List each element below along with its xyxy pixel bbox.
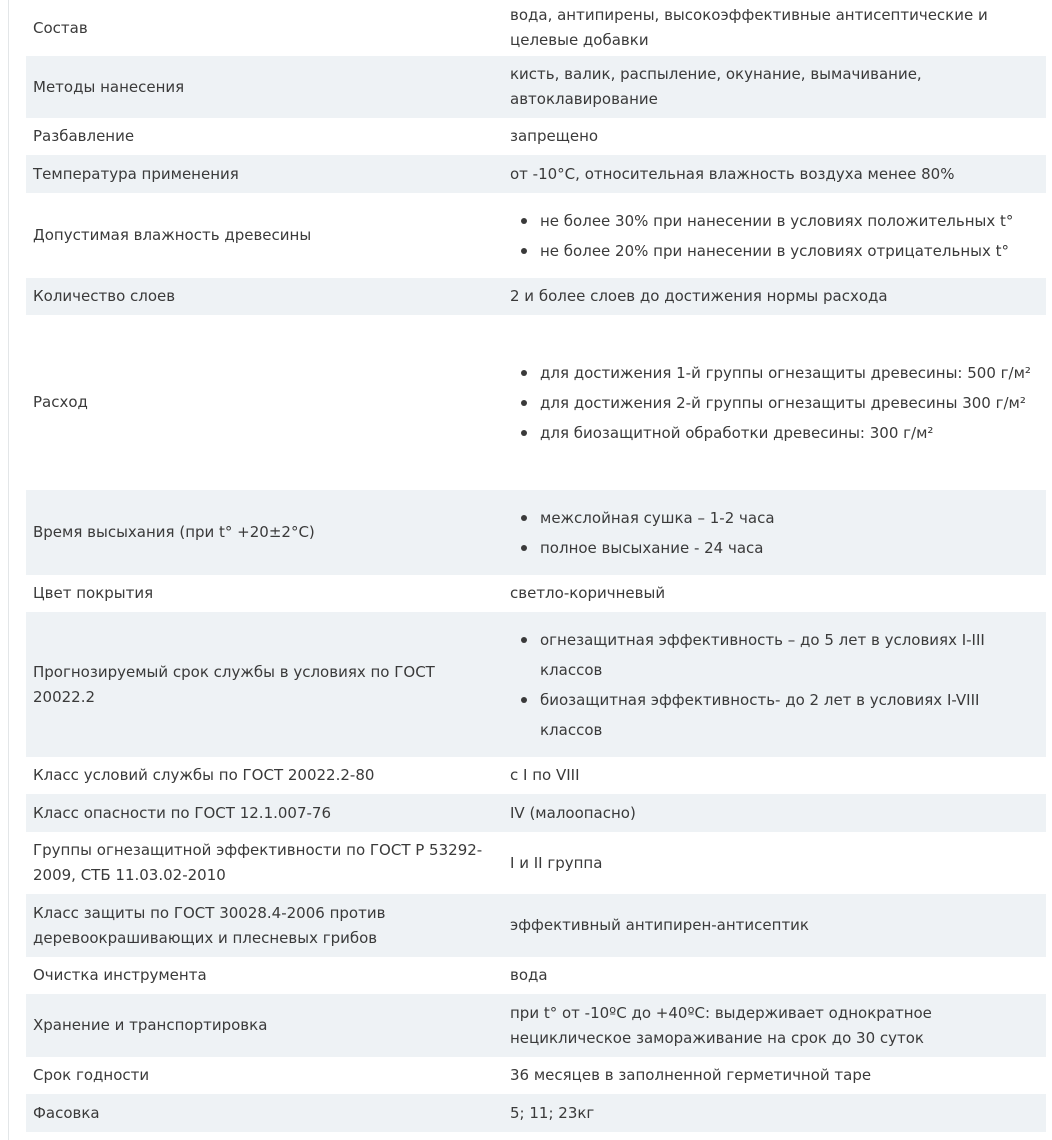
spec-label: Срок годности	[26, 1057, 503, 1094]
spec-value: 2 и более слоев до достижения нормы расхода	[503, 278, 1046, 315]
spec-value: с I по VIII	[503, 757, 1046, 794]
spec-value: 36 месяцев в заполненной герметичной таре	[503, 1057, 1046, 1094]
list-item: для биозащитной обработки древесины: 300 г/м²	[540, 418, 1040, 448]
content-left-border	[8, 0, 9, 1140]
spec-value: вода	[503, 957, 1046, 994]
spec-label: Хранение и транспортировка	[26, 994, 503, 1057]
list-item: межслойная сушка – 1-2 часа	[540, 503, 1040, 533]
list-item: полное высыхание - 24 часа	[540, 533, 1040, 563]
spec-row-layer-count	[26, 278, 1046, 315]
spec-row-service-class	[26, 757, 1046, 794]
spec-bullet-list	[510, 625, 1040, 745]
spec-value: от -10°C, относительная влажность воздуха менее 80%	[503, 155, 1046, 193]
spec-bullet-list	[510, 206, 1040, 266]
spec-label: Класс опасности по ГОСТ 12.1.007-76	[26, 794, 503, 832]
list-item: не более 30% при нанесении в условиях положительных t°	[540, 206, 1040, 236]
spec-bullet-list	[510, 358, 1040, 448]
spec-row-dilution	[26, 118, 1046, 155]
specifications-table	[26, 0, 1046, 1132]
spec-label: Допустимая влажность древесины	[26, 193, 503, 278]
spec-label: Разбавление	[26, 118, 503, 155]
spec-row-coating-color	[26, 575, 1046, 612]
spec-label: Методы нанесения	[26, 56, 503, 118]
spec-value	[503, 612, 1046, 757]
spec-value: при t° от -10ºC до +40ºC: выдерживает однократное нециклическое замораживание на срок до 30 суток	[503, 994, 1046, 1057]
spec-row-fire-protection-groups	[26, 832, 1046, 894]
spec-label: Состав	[26, 0, 503, 56]
spec-bullet-list	[510, 503, 1040, 563]
spec-value: светло-коричневый	[503, 575, 1046, 612]
spec-value: I и II группа	[503, 832, 1046, 894]
spec-row-consumption	[26, 315, 1046, 490]
list-item: биозащитная эффективность- до 2 лет в условиях I-VIII классов	[540, 685, 1040, 745]
spec-row-shelf-life	[26, 1057, 1046, 1094]
spec-row-hazard-class	[26, 794, 1046, 832]
spec-row-composition	[26, 0, 1046, 56]
spec-label: Прогнозируемый срок службы в условиях по ГОСТ 20022.2	[26, 612, 503, 757]
spec-row-tool-cleaning	[26, 957, 1046, 994]
spec-row-storage-transport	[26, 994, 1046, 1057]
spec-label: Класс защиты по ГОСТ 30028.4-2006 против деревоокрашивающих и плесневых грибов	[26, 894, 503, 957]
spec-label: Расход	[26, 315, 503, 490]
spec-value: вода, антипирены, высокоэффективные антисептические и целевые добавки	[503, 0, 1046, 56]
spec-value: эффективный антипирен-антисептик	[503, 894, 1046, 957]
list-item: огнезащитная эффективность – до 5 лет в условиях I-III классов	[540, 625, 1040, 685]
spec-value	[503, 193, 1046, 278]
spec-value	[503, 490, 1046, 575]
spec-row-drying-time	[26, 490, 1046, 575]
spec-label: Фасовка	[26, 1094, 503, 1132]
spec-label: Класс условий службы по ГОСТ 20022.2-80	[26, 757, 503, 794]
spec-row-application-methods	[26, 56, 1046, 118]
spec-value: запрещено	[503, 118, 1046, 155]
spec-label: Группы огнезащитной эффективности по ГОСТ Р 53292-2009, СТБ 11.03.02-2010	[26, 832, 503, 894]
spec-label: Температура применения	[26, 155, 503, 193]
spec-value: 5; 11; 23кг	[503, 1094, 1046, 1132]
list-item: для достижения 1-й группы огнезащиты древесины: 500 г/м²	[540, 358, 1040, 388]
spec-row-protection-class	[26, 894, 1046, 957]
spec-label: Время высыхания (при t° +20±2°C)	[26, 490, 503, 575]
list-item: для достижения 2-й группы огнезащиты древесины 300 г/м²	[540, 388, 1040, 418]
spec-row-service-life	[26, 612, 1046, 757]
spec-row-application-temperature	[26, 155, 1046, 193]
spec-value: кисть, валик, распыление, окунание, вымачивание, автоклавирование	[503, 56, 1046, 118]
spec-value: IV (малоопасно)	[503, 794, 1046, 832]
spec-label: Количество слоев	[26, 278, 503, 315]
spec-label: Цвет покрытия	[26, 575, 503, 612]
list-item: не более 20% при нанесении в условиях отрицательных t°	[540, 236, 1040, 266]
spec-value	[503, 315, 1046, 490]
spec-label: Очистка инструмента	[26, 957, 503, 994]
spec-row-packaging	[26, 1094, 1046, 1132]
spec-row-wood-moisture	[26, 193, 1046, 278]
